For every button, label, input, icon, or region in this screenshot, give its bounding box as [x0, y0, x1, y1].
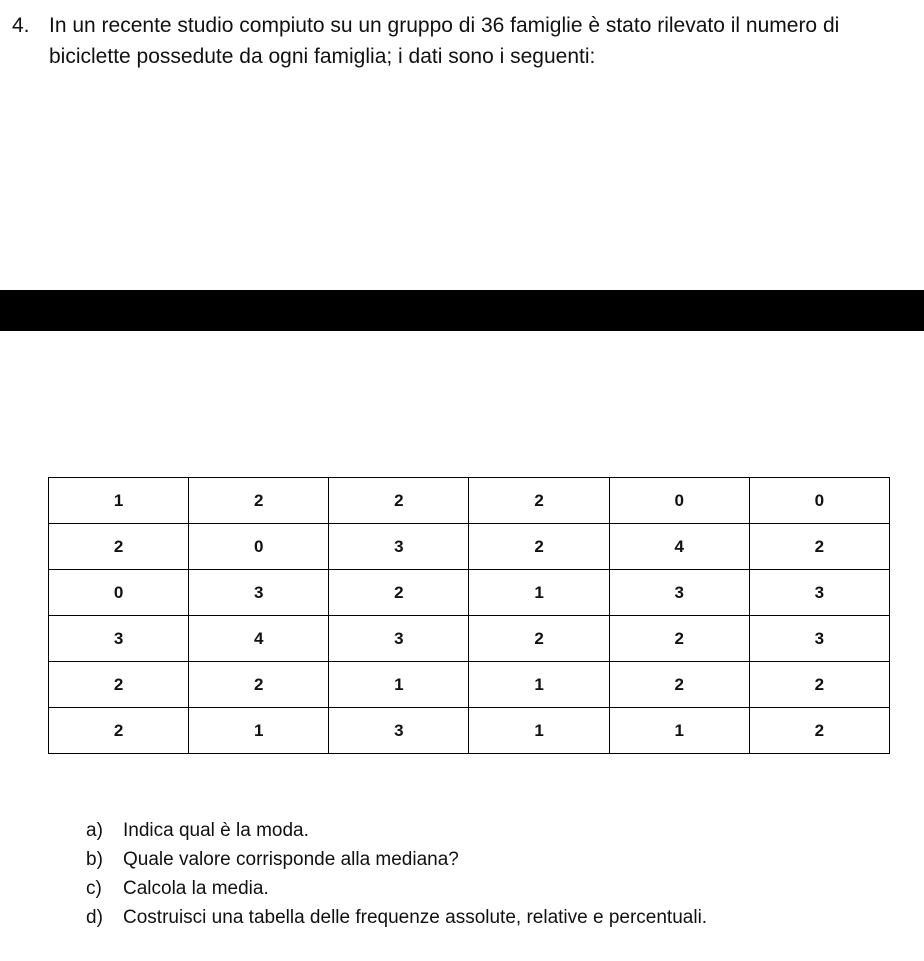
table-cell: 2 — [749, 524, 889, 570]
table-cell: 2 — [189, 478, 329, 524]
sub-question-b — [86, 845, 707, 874]
table-row — [49, 708, 890, 754]
table-cell: 0 — [609, 478, 749, 524]
table-cell: 2 — [49, 662, 189, 708]
sub-question-letter: b) — [86, 849, 103, 870]
table-cell: 1 — [609, 708, 749, 754]
table-cell: 0 — [189, 524, 329, 570]
table-cell: 2 — [469, 524, 609, 570]
table-cell: 1 — [469, 708, 609, 754]
table-row — [49, 478, 890, 524]
table-cell: 1 — [329, 662, 469, 708]
sub-question-d — [86, 903, 707, 932]
table-cell: 3 — [609, 570, 749, 616]
question-number: 4. — [12, 14, 30, 37]
table-cell: 2 — [749, 662, 889, 708]
table-cell: 1 — [469, 570, 609, 616]
table-cell: 1 — [469, 662, 609, 708]
table-row — [49, 570, 890, 616]
sub-question-text: Indica qual è la moda. — [123, 820, 309, 841]
table-cell: 4 — [609, 524, 749, 570]
data-table — [48, 477, 890, 754]
table-row — [49, 616, 890, 662]
table-cell: 1 — [189, 708, 329, 754]
sub-question-text: Quale valore corrisponde alla mediana? — [123, 849, 459, 870]
table-cell: 4 — [189, 616, 329, 662]
table-cell: 2 — [469, 616, 609, 662]
sub-question-letter: c) — [86, 878, 102, 899]
question-block — [12, 10, 912, 72]
table-cell: 2 — [609, 616, 749, 662]
table-cell: 2 — [749, 708, 889, 754]
table-cell: 2 — [49, 524, 189, 570]
sub-question-text: Calcola la media. — [123, 878, 269, 899]
sub-question-text: Costruisci una tabella delle frequenze assolute, relative e percentuali. — [123, 907, 708, 928]
table-cell: 3 — [329, 708, 469, 754]
table-cell: 1 — [49, 478, 189, 524]
table-cell: 3 — [49, 616, 189, 662]
table-cell: 3 — [189, 570, 329, 616]
table-cell: 3 — [329, 616, 469, 662]
table-cell: 0 — [749, 478, 889, 524]
sub-question-c — [86, 874, 707, 903]
table-cell: 2 — [329, 570, 469, 616]
table-row — [49, 524, 890, 570]
table-cell: 0 — [49, 570, 189, 616]
sub-question-letter: d) — [86, 907, 103, 928]
table-cell: 2 — [329, 478, 469, 524]
sub-question-list — [86, 816, 707, 932]
table-cell: 3 — [749, 570, 889, 616]
table-cell: 3 — [749, 616, 889, 662]
table-cell: 2 — [609, 662, 749, 708]
sub-question-a — [86, 816, 707, 845]
table-row — [49, 662, 890, 708]
table-cell: 2 — [49, 708, 189, 754]
table-cell: 2 — [189, 662, 329, 708]
question-text: In un recente studio compiuto su un gruppo di 36 famiglie è stato rilevato il numero di biciclette possedute da ogni famiglia; i dati sono i seguenti: — [49, 14, 840, 68]
sub-question-letter: a) — [86, 820, 103, 841]
table-cell: 3 — [329, 524, 469, 570]
redaction-bar — [0, 290, 924, 331]
table-cell: 2 — [469, 478, 609, 524]
